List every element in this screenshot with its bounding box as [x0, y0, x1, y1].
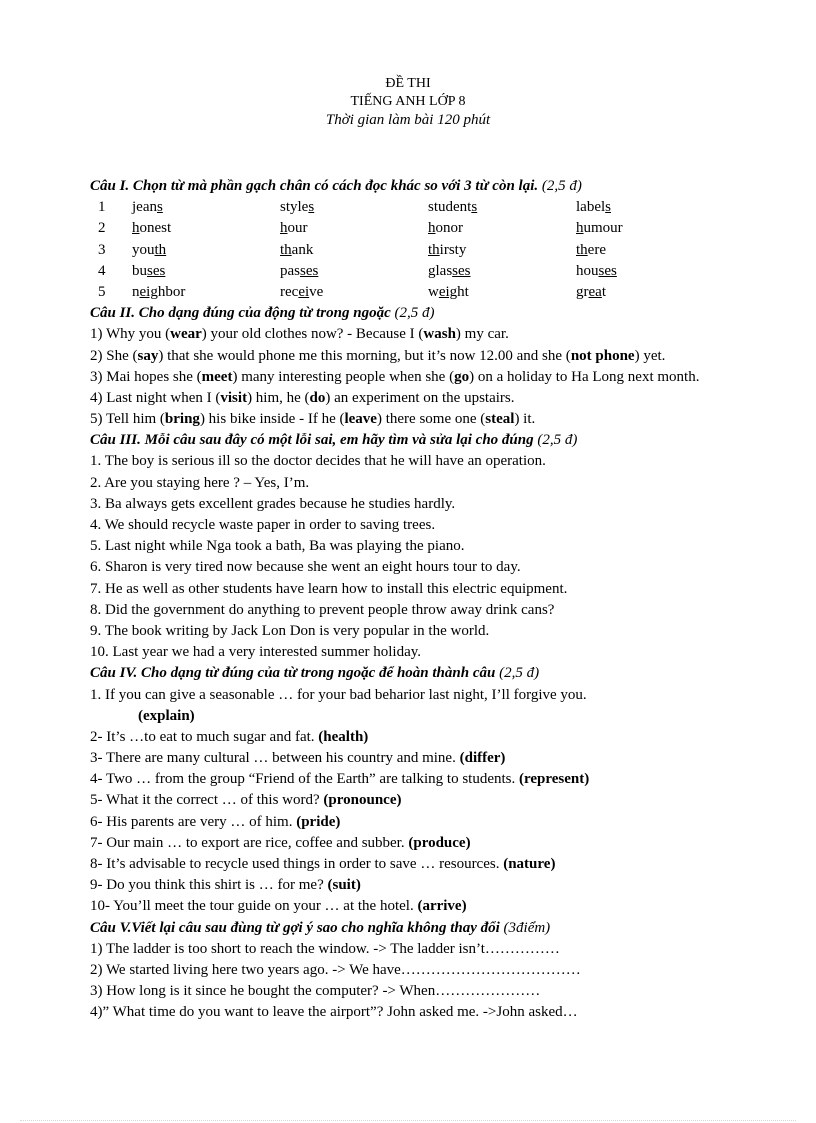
page-bottom-divider [20, 1120, 796, 1121]
sentence-text: ) my car. [455, 326, 509, 343]
section-2-item [90, 324, 790, 345]
sentence-text: 4) Last night when I ( [90, 389, 221, 406]
word-keyword: (suit) [327, 877, 361, 894]
word-option [132, 261, 165, 282]
phonetics-row [98, 261, 790, 282]
verb-keyword: wear [170, 326, 202, 343]
sentence-text: 2) She ( [90, 347, 138, 364]
section-4-item [90, 748, 790, 769]
section-3-title: Câu III. Mỗi câu sau đây có một lỗi sai, em hãy tìm và sửa lại cho đúng [90, 432, 534, 449]
row-number: 4 [98, 262, 106, 279]
row-number: 1 [98, 199, 106, 216]
word-keyword: (differ) [459, 750, 506, 767]
word-suffix: onest [139, 220, 172, 237]
word-prefix: student [428, 199, 472, 216]
section-5-item: 3) How long is it since he bought the computer? -> When………………… [90, 983, 541, 1000]
word-keyword: (represent) [519, 771, 590, 788]
word-suffix: irsty [439, 241, 467, 258]
verb-keyword: not phone [570, 347, 635, 364]
section-3-points: (2,5 đ) [537, 432, 578, 449]
word-option [132, 240, 166, 261]
underlined-part: s [308, 199, 315, 216]
word-prefix: pas [280, 262, 300, 279]
word-suffix: ank [291, 241, 314, 258]
sentence-text: ) that she would phone me this morning, but it’s now 12.00 and she ( [158, 347, 571, 364]
sentence-text: ) him, he ( [247, 389, 310, 406]
section-4-points: (2,5 đ) [499, 665, 540, 682]
row-number: 5 [98, 283, 106, 300]
sentence-text: ) on a holiday to Ha Long next month. [469, 368, 700, 385]
underlined-part: th [428, 241, 440, 258]
word-keyword: (nature) [503, 856, 556, 873]
section-5-title: Câu V.Viết lại câu sau đùng từ gợi ý sao cho nghĩa không thay đổi [90, 919, 500, 936]
underlined-part: h [132, 220, 140, 237]
word-option [428, 261, 471, 282]
section-3-list [90, 451, 790, 663]
section-2-title: Câu II. Cho dạng đúng của động từ trong ngoặc [90, 305, 391, 322]
section-3-item: 4. We should recycle waste paper in order to saving trees. [90, 517, 436, 534]
word-option [428, 218, 463, 239]
word-keyword: (pride) [296, 813, 341, 830]
phonetics-row [98, 282, 790, 303]
underlined-part: s [605, 199, 611, 216]
underlined-part: ei [298, 283, 310, 300]
verb-keyword: say [137, 347, 159, 364]
sentence-text: 5) Tell him ( [90, 411, 165, 428]
sentence-text: ) many interesting people when she ( [232, 368, 455, 385]
sentence-text: ) an experiment on the upstairs. [325, 389, 515, 406]
section-4-item [90, 833, 790, 854]
section-3-item: 3. Ba always gets excellent grades because he studies hardly. [90, 495, 456, 512]
exam-content [90, 176, 790, 1024]
verb-keyword: meet [201, 368, 233, 385]
section-4-item [90, 854, 790, 875]
underlined-part: h [280, 220, 288, 237]
word-option [428, 197, 477, 218]
section-3-item: 8. Did the government do anything to prevent people throw away drink cans? [90, 601, 555, 618]
verb-keyword: bring [164, 411, 200, 428]
section-2-heading [90, 303, 790, 324]
word-option [280, 218, 308, 239]
sentence-text: ) his bike inside - If he ( [199, 411, 345, 428]
sentence-text: 3- There are many cultural … between his country and mine. [90, 750, 460, 767]
underlined-part: th [154, 241, 167, 258]
sentence-text: 2- It’s …to eat to much sugar and fat. [90, 728, 319, 745]
word-keyword: (health) [318, 728, 369, 745]
section-2-item [90, 367, 790, 388]
word-keyword: (pronounce) [323, 792, 402, 809]
word-keyword: (arrive) [417, 898, 467, 915]
exam-title: ĐỀ THI [385, 76, 431, 91]
verb-keyword: steal [485, 411, 515, 428]
word-suffix: our [287, 220, 308, 237]
section-2-item [90, 409, 790, 430]
word-option [576, 218, 623, 239]
word-prefix: hou [576, 262, 599, 279]
underlined-part: th [280, 241, 292, 258]
verb-keyword: visit [220, 389, 248, 406]
section-4-heading [90, 663, 790, 684]
phonetics-row [98, 197, 790, 218]
word-prefix: label [576, 199, 606, 216]
underlined-part: eig [139, 283, 158, 300]
section-5-list [90, 939, 790, 1024]
section-4-item [90, 875, 790, 896]
sentence-text: 7- Our main … to export are rice, coffee and subber. [90, 834, 409, 851]
sentence-text: 8- It’s advisable to recycle used things in order to save … resources. [90, 856, 504, 873]
section-2-item [90, 346, 790, 367]
word-prefix: you [132, 241, 155, 258]
section-4-item-1-keyword: (explain) [138, 707, 195, 724]
sentence-text: ) your old clothes now? - Because I ( [201, 326, 424, 343]
underlined-part: s [156, 199, 163, 216]
word-suffix: ve [309, 283, 324, 300]
word-suffix: ht [457, 283, 469, 300]
underlined-part: ses [598, 262, 617, 279]
word-suffix: t [601, 283, 606, 300]
word-prefix: jean [132, 199, 157, 216]
sentence-text: ) it. [514, 411, 536, 428]
section-5-item: 4)” What time do you want to leave the airport”? John asked me. ->John asked… [90, 1004, 578, 1021]
word-prefix: rec [280, 283, 299, 300]
word-option [132, 218, 171, 239]
section-4-title: Câu IV. Cho dạng từ đúng của từ trong ngoặc để hoàn thành câu [90, 665, 496, 682]
section-5-heading [90, 918, 790, 939]
word-suffix: ere [587, 241, 606, 258]
section-5-points: (3điểm) [503, 919, 551, 936]
phonetics-row [98, 218, 790, 239]
word-prefix: w [428, 283, 439, 300]
section-2-points: (2,5 đ) [394, 305, 435, 322]
sentence-text: 10- You’ll meet the tour guide on your … at the hotel. [90, 898, 418, 915]
section-4-list [90, 727, 790, 918]
section-4-item [90, 790, 790, 811]
word-option [428, 282, 469, 303]
word-prefix: n [132, 283, 140, 300]
sentence-text: 5- What it the correct … of this word? [90, 792, 324, 809]
word-option [576, 197, 611, 218]
section-5-item: 1) The ladder is too short to reach the window. -> The ladder isn’t…………… [90, 940, 560, 957]
word-suffix: onor [435, 220, 463, 237]
exam-time: Thời gian làm bài 120 phút [325, 112, 491, 128]
section-1-title: Câu I. Chọn từ mà phần gạch chân có cách đọc khác so với 3 từ còn lại. [90, 178, 539, 194]
word-option [576, 282, 606, 303]
row-number: 3 [98, 241, 106, 258]
word-option [576, 261, 617, 282]
verb-keyword: wash [423, 326, 456, 343]
sentence-text: 4- Two … from the group “Friend of the Earth” are talking to students. [90, 771, 519, 788]
section-3-item: 7. He as well as other students have learn how to install this electric equipment. [90, 580, 568, 597]
underlined-part: h [576, 220, 584, 237]
section-3-item: 5. Last night while Nga took a bath, Ba was playing the piano. [90, 538, 465, 555]
underlined-part: eig [438, 283, 458, 300]
sentence-text: 6- His parents are very … of him. [90, 813, 297, 830]
phonetics-row [98, 240, 790, 261]
underlined-part: s [471, 199, 478, 216]
word-suffix: umour [583, 220, 623, 237]
section-5-item: 2) We started living here two years ago. -> We have……………………………… [90, 961, 581, 978]
verb-keyword: go [454, 368, 470, 385]
sentence-text: 3) Mai hopes she ( [90, 368, 202, 385]
sentence-text: ) yet. [634, 347, 666, 364]
section-4-item [90, 769, 790, 790]
underlined-part: ea [588, 283, 602, 300]
word-option [280, 197, 314, 218]
sentence-text: 1) Why you ( [90, 326, 171, 343]
section-3-item: 2. Are you staying here ? – Yes, I’m. [90, 474, 310, 491]
verb-keyword: do [309, 389, 326, 406]
section-3-heading [90, 430, 790, 451]
word-prefix: glas [428, 262, 453, 279]
row-number: 2 [98, 220, 106, 237]
word-prefix: gr [576, 283, 589, 300]
word-prefix: bu [132, 262, 147, 279]
word-option [428, 240, 466, 261]
section-4-item-1: 1. If you can give a seasonable … for your bad beharior last night, I’ll forgive you. [90, 686, 587, 703]
word-option [280, 282, 323, 303]
verb-keyword: leave [344, 411, 377, 428]
section-1-points: (2,5 đ) [541, 178, 582, 194]
underlined-part: h [428, 220, 436, 237]
word-option [280, 240, 313, 261]
word-suffix: hbor [157, 283, 186, 300]
section-4-item [90, 812, 790, 833]
underlined-part: th [576, 241, 588, 258]
section-1-heading [90, 176, 790, 197]
sentence-text: 9- Do you think this shirt is … for me? [90, 877, 328, 894]
word-option [132, 197, 163, 218]
phonetics-table [98, 197, 790, 303]
sentence-text: ) there some one ( [376, 411, 486, 428]
word-option [132, 282, 185, 303]
section-2-item [90, 388, 790, 409]
word-keyword: (produce) [408, 834, 471, 851]
word-option [576, 240, 606, 261]
underlined-part: ses [452, 262, 471, 279]
word-prefix: style [280, 199, 309, 216]
word-option [280, 261, 318, 282]
underlined-part: ses [147, 262, 166, 279]
exam-subtitle: TIẾNG ANH LỚP 8 [350, 94, 466, 109]
section-4-item [90, 896, 790, 917]
section-3-item: 1. The boy is serious ill so the doctor decides that he will have an operation. [90, 453, 546, 470]
section-4-item [90, 727, 790, 748]
underlined-part: ses [300, 262, 319, 279]
section-3-item: 10. Last year we had a very interested summer holiday. [90, 644, 421, 661]
section-3-item: 9. The book writing by Jack Lon Don is very popular in the world. [90, 622, 490, 639]
section-3-item: 6. Sharon is very tired now because she went an eight hours tour to day. [90, 559, 521, 576]
section-2-list [90, 324, 790, 430]
